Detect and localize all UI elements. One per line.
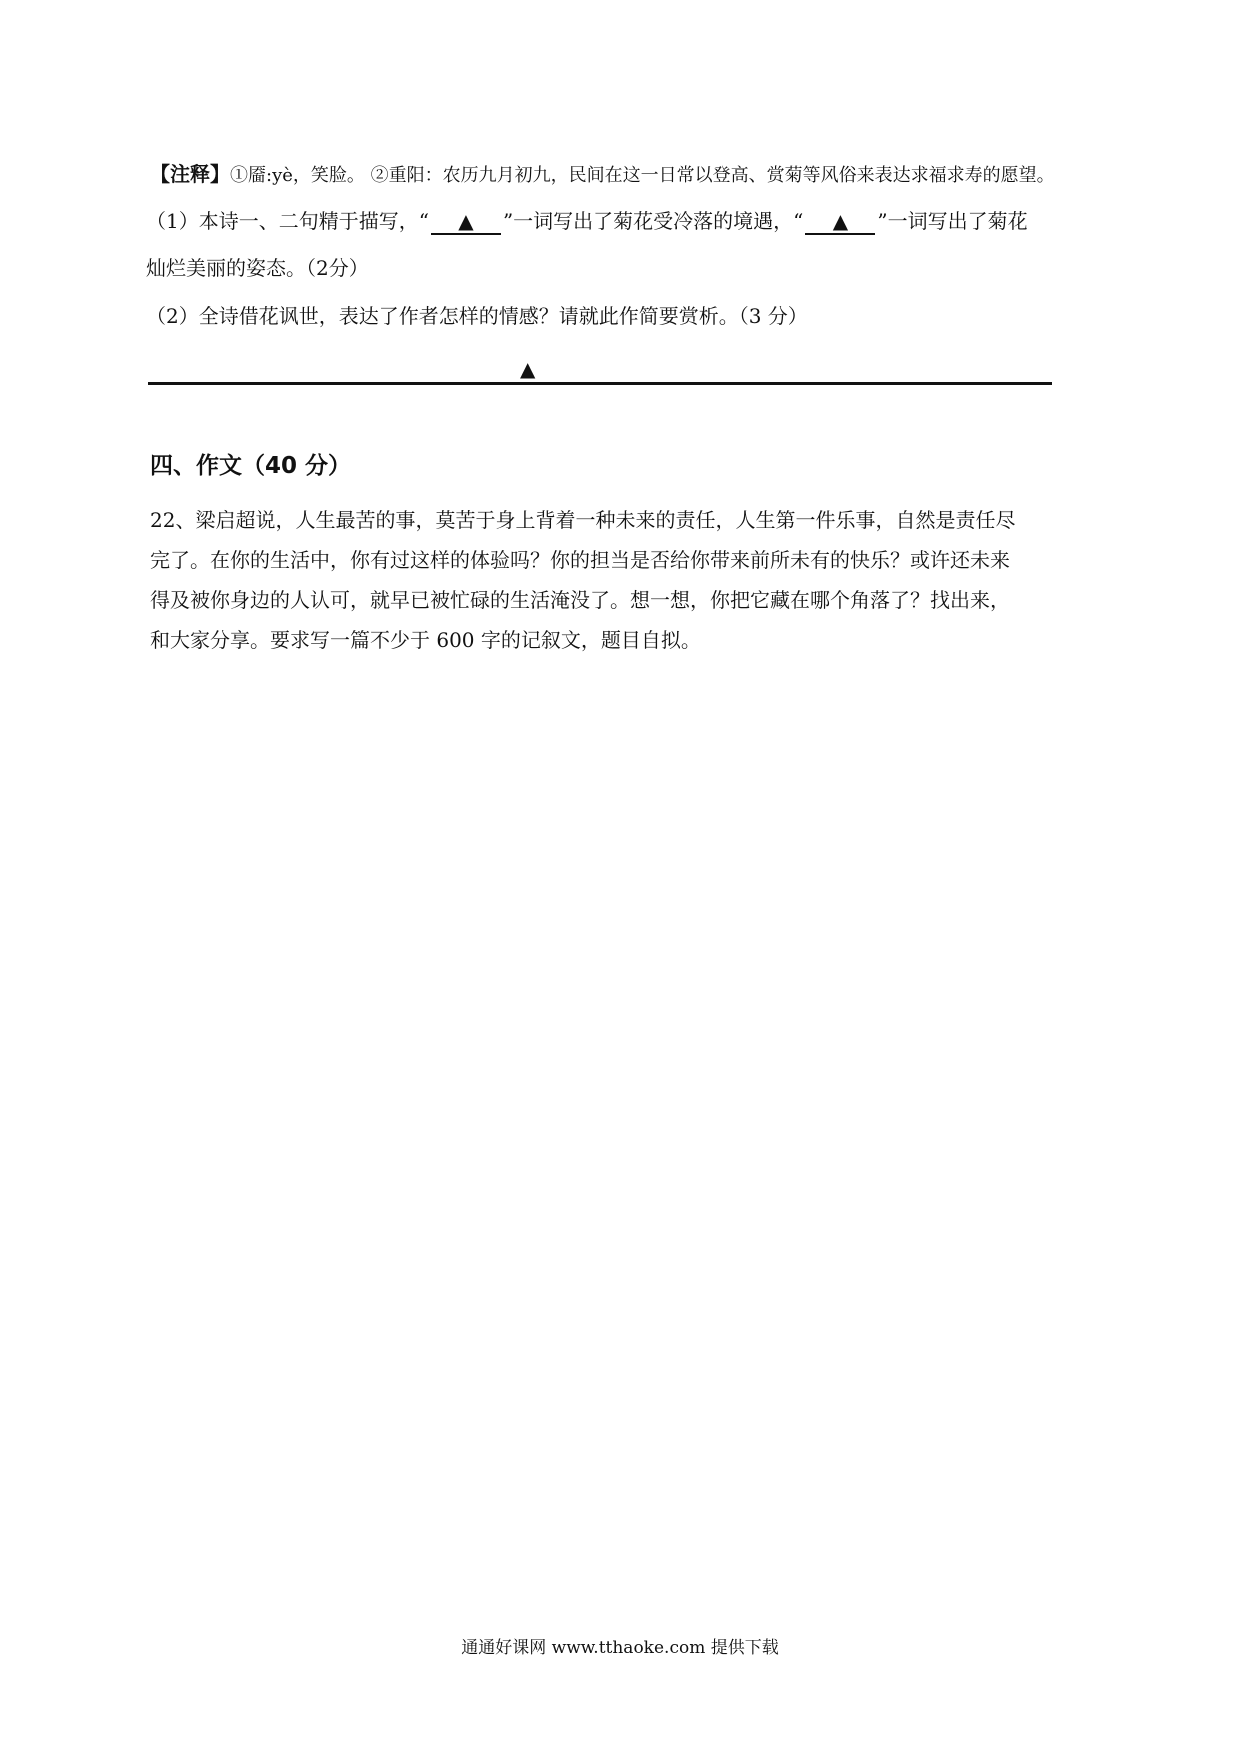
section-title: 四、作文（40 分） [150, 453, 352, 479]
essay-line: 完了。在你的生活中，你有过这样的体验吗？你的担当是否给你带来前所未有的快乐？或许还未来 [150, 548, 1010, 572]
answer-rule [148, 382, 1052, 385]
answer-triangle-icon: ▲ [520, 357, 536, 381]
question-1-text-c: ”一词写出了菊花 [877, 209, 1028, 233]
question-1-line-1 [146, 206, 1106, 236]
annotation-text: ①靥:yè，笑脸。 ②重阳：农历九月初九，民间在这一日常以登高、赏菊等风俗来表达求福求寿的愿望。 [230, 165, 1055, 186]
question-2: （2）全诗借花讽世，表达了作者怎样的情感？请就此作简要赏析。（3 分） [146, 304, 808, 328]
page-footer: 通通好课网 www.tthaoke.com 提供下载 [461, 1638, 779, 1658]
question-1-line-2: 灿烂美丽的姿态。（2分） [146, 256, 369, 280]
answer-line[interactable] [148, 355, 1052, 385]
annotation-label: 【注释】 [150, 162, 230, 186]
blank-triangle-icon: ▲ [832, 209, 849, 233]
annotation-line [150, 160, 1110, 190]
essay-line: 和大家分享。要求写一篇不少于 600 字的记叙文，题目自拟。 [150, 628, 701, 652]
answer-blank-1[interactable] [431, 209, 501, 235]
essay-prompt [150, 500, 1110, 660]
question-1-text-a: （1）本诗一、二句精于描写，“ [146, 209, 429, 233]
blank-triangle-icon: ▲ [458, 209, 474, 233]
essay-line: 得及被你身边的人认可，就早已被忙碌的生活淹没了。想一想，你把它藏在哪个角落了？找出来， [150, 588, 1010, 612]
question-1-text-b: ”一词写出了菊花受冷落的境遇，“ [502, 209, 804, 233]
essay-line: 22、梁启超说，人生最苦的事，莫苦于身上背着一种未来的责任，人生第一件乐事，自然是责任尽 [150, 508, 1016, 532]
answer-blank-2[interactable] [805, 209, 875, 235]
